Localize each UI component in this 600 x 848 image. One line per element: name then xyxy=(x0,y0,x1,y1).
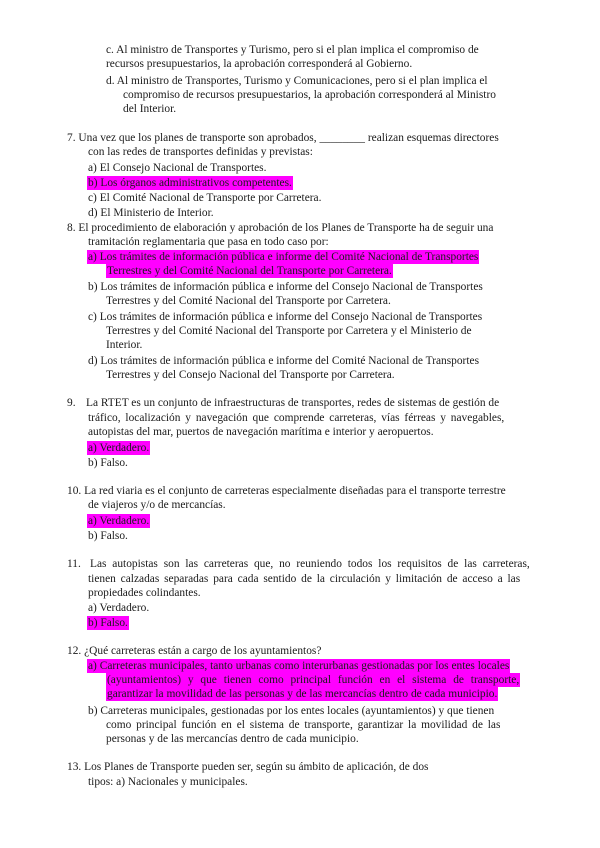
question-text xyxy=(86,396,537,410)
option-letter: a) xyxy=(88,442,97,454)
question-12 xyxy=(67,644,321,658)
question-number: 7. xyxy=(67,132,76,144)
question-text: con las redes de transportes definidas y previstas: xyxy=(88,146,313,158)
question-number: 13. xyxy=(67,761,82,773)
q8-option-a-correct xyxy=(87,250,479,264)
option-text: compromiso de recursos presupuestarios, la aprobación corresponderá al Ministro xyxy=(123,89,496,101)
question-number: 11. xyxy=(67,558,81,570)
option-text: Los trámites de información pública e informe del Comité Nacional de Transportes xyxy=(99,251,479,263)
option-letter: d. xyxy=(106,75,115,87)
q6-option-c xyxy=(106,43,479,57)
option-text: Verdadero. xyxy=(99,602,150,614)
question-number: 9. xyxy=(67,397,76,409)
option-letter: a) xyxy=(88,602,97,614)
option-letter: b) xyxy=(88,457,98,469)
option-text: personas y de las mercancías dentro de cada municipio. xyxy=(106,733,359,745)
q8-option-b xyxy=(88,280,483,294)
q11-option-b-correct xyxy=(87,616,129,630)
question-text: Los Planes de Transporte pueden ser, según su ámbito de aplicación, de dos xyxy=(84,761,429,773)
option-text: El Ministerio de Interior. xyxy=(100,207,214,219)
question-9 xyxy=(67,396,76,410)
question-7 xyxy=(67,131,499,145)
q6-option-d xyxy=(106,74,488,88)
option-text: Los órganos administrativos competentes. xyxy=(100,177,292,189)
question-8 xyxy=(67,221,493,235)
option-text: Terrestres y del Comité Nacional del Transporte por Carretera y el Ministerio de xyxy=(106,325,472,337)
option-text: Verdadero. xyxy=(99,515,150,527)
option-text: Falso. xyxy=(100,457,128,469)
question-text: tramitación reglamentaria que pasa en todo caso por: xyxy=(88,236,329,248)
option-text: Terrestres y del Consejo Nacional del Transporte por Carretera. xyxy=(106,369,395,381)
question-11 xyxy=(67,557,81,571)
q7-option-d xyxy=(88,206,214,220)
question-text: tienen calzadas separadas para cada sentido de la circulación y limitación de acceso a las xyxy=(88,573,521,585)
question-text: ¿Qué carreteras están a cargo de los ayuntamientos? xyxy=(84,645,322,657)
question-text: de viajeros y/o de mercancías. xyxy=(88,499,226,511)
option-text: El Comité Nacional de Transporte por Carretera. xyxy=(99,192,322,204)
q8-option-d xyxy=(88,354,479,368)
option-text: Los trámites de información pública e informe del Consejo Nacional de Transportes xyxy=(99,311,483,323)
option-letter: b) xyxy=(88,617,98,629)
question-text: Una vez que los planes de transporte son aprobados, ________ realizan esquemas directores xyxy=(78,132,499,144)
question-text: autopistas del mar, puertos de navegación marítima e interior y aeropuertos. xyxy=(88,426,434,438)
option-letter: a) xyxy=(88,162,97,174)
option-text-highlighted: (ayuntamientos) y que tienen como principal función en el sistema de transporte, xyxy=(107,674,520,686)
question-text: La red viaria es el conjunto de carreteras especialmente diseñadas para el transporte terrestre xyxy=(84,485,506,497)
q11-option-a xyxy=(88,601,149,615)
option-text: Al ministro de Transportes, Turismo y Comunicaciones, pero si el plan implica el xyxy=(116,75,488,87)
q12-option-a-correct xyxy=(87,659,510,673)
option-letter: b) xyxy=(88,177,98,189)
option-text-highlighted: garantizar la movilidad de las personas y de las mercancías dentro de cada municipio. xyxy=(107,688,498,700)
q7-option-c xyxy=(88,191,321,205)
option-letter: c) xyxy=(88,192,97,204)
question-number: 12. xyxy=(67,645,82,657)
q10-option-a-correct xyxy=(87,514,150,528)
option-letter: a) xyxy=(88,515,97,527)
option-letter: a) xyxy=(88,251,97,263)
option-text: Los trámites de información pública e informe del Comité Nacional de Transportes xyxy=(100,355,480,367)
question-number: 10. xyxy=(67,485,82,497)
question-10 xyxy=(67,484,506,498)
q9-option-a-correct xyxy=(87,441,150,455)
q9-option-b xyxy=(88,456,128,470)
question-text: tráfico, localización y navegación que comprende carreteras, vías férreas y navegables, xyxy=(88,412,505,424)
question-number: 8. xyxy=(67,222,76,234)
option-text: Carreteras municipales, tanto urbanas como interurbanas gestionadas por los entes locales xyxy=(99,660,510,672)
option-letter: b) xyxy=(88,705,98,717)
q7-option-b-correct xyxy=(87,176,293,190)
option-text-highlighted: Terrestres y del Comité Nacional del Transporte por Carretera. xyxy=(107,265,392,277)
option-letter: c. xyxy=(106,44,114,56)
option-letter: a) xyxy=(88,660,97,672)
option-letter: d) xyxy=(88,355,98,367)
option-text: Al ministro de Transportes y Turismo, pero si el plan implica el compromiso de xyxy=(116,44,479,56)
option-text: Falso. xyxy=(100,617,128,629)
question-text: tipos: a) Nacionales y municipales. xyxy=(88,776,248,788)
option-letter: b) xyxy=(88,530,98,542)
option-letter: d) xyxy=(88,207,98,219)
question-13 xyxy=(67,760,428,774)
q12-option-b xyxy=(88,704,494,718)
q7-option-a xyxy=(88,161,266,175)
option-text: del Interior. xyxy=(123,103,177,115)
option-text: El Consejo Nacional de Transportes. xyxy=(99,162,267,174)
question-text: propiedades colindantes. xyxy=(88,587,201,599)
question-text-line: La RTET es un conjunto de infraestructuras de transportes, redes de sistemas de gestión de xyxy=(86,397,500,409)
q8-option-c xyxy=(88,310,482,324)
question-text: El procedimiento de elaboración y aprobación de los Planes de Transporte ha de seguir una xyxy=(78,222,494,234)
q10-option-b xyxy=(88,529,128,543)
option-text: Falso. xyxy=(100,530,128,542)
question-text: Las autopistas son las carreteras que, no reuniendo todos los requisitos de las carreteras, xyxy=(90,558,530,570)
option-text: Interior. xyxy=(106,339,143,351)
option-letter: c) xyxy=(88,311,97,323)
option-text: recursos presupuestarios, la aprobación corresponderá al Gobierno. xyxy=(106,58,413,70)
option-text: Verdadero. xyxy=(99,442,150,454)
option-text: Terrestres y del Comité Nacional del Transporte por Carretera. xyxy=(106,295,391,307)
option-text: Los trámites de información pública e informe del Consejo Nacional de Transportes xyxy=(100,281,483,293)
option-text: como principal función en el sistema de transporte, garantizar la movilidad de las xyxy=(106,719,501,731)
option-text: Carreteras municipales, gestionadas por los entes locales (ayuntamientos) y que tienen xyxy=(100,705,495,717)
option-letter: b) xyxy=(88,281,98,293)
